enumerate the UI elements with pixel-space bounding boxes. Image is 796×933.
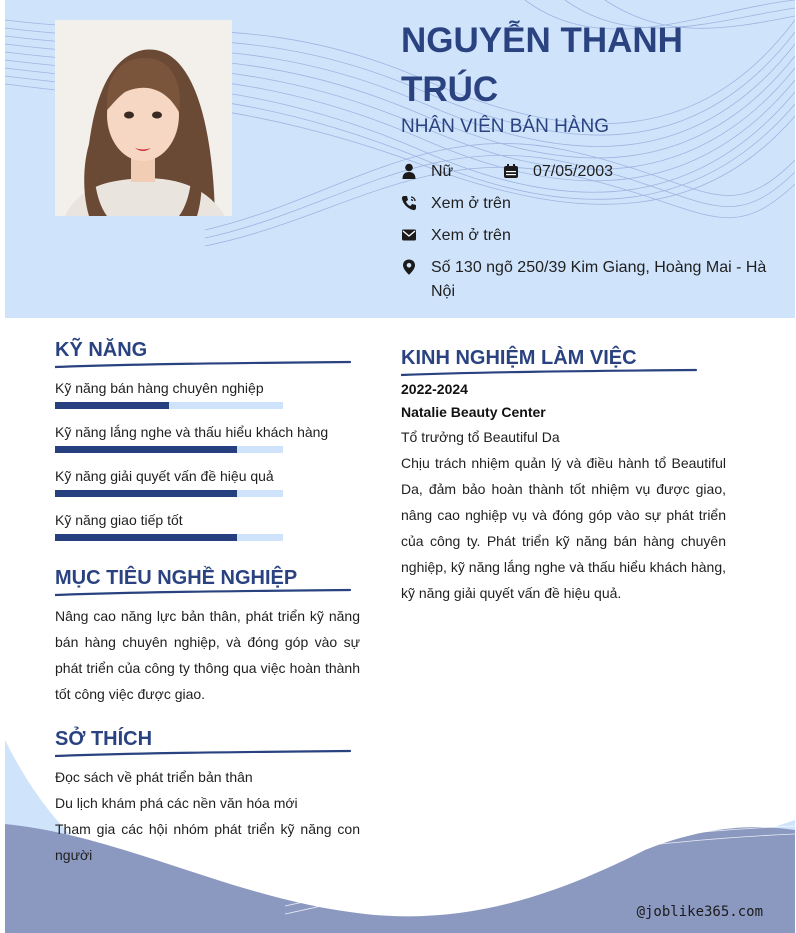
watermark: @joblike365.com [636, 904, 763, 920]
objective-heading-underline [55, 588, 355, 598]
skills-heading: KỸ NĂNG [55, 339, 148, 361]
hobbies-heading: SỞ THÍCH [55, 728, 153, 750]
experience-role: Tổ trưởng tổ Beautiful Da [401, 429, 560, 445]
user-icon [401, 163, 417, 179]
hobby-item: Tham gia các hội nhóm phát triển kỹ năng con người [55, 821, 360, 863]
calendar-icon [503, 163, 519, 179]
skill-level-bar [55, 446, 283, 453]
email-value: Xem ở trên [431, 227, 511, 244]
address-value: Số 130 ngõ 250/39 Kim Giang, Hoàng Mai - Hà Nội [431, 259, 767, 300]
skill-level-bar [55, 490, 283, 497]
skill-level-fill [55, 490, 237, 497]
map-pin-icon [401, 259, 417, 275]
skill-level-fill [55, 534, 237, 541]
phone-value: Xem ở trên [431, 195, 511, 212]
hobby-item: Đọc sách về phát triển bản thân [55, 769, 253, 785]
cv-page [5, 0, 795, 933]
avatar-portrait-icon [55, 20, 232, 216]
skill-label: Kỹ năng bán hàng chuyên nghiệp [55, 380, 264, 396]
experience-heading: KINH NGHIỆM LÀM VIỆC [401, 347, 637, 369]
skill-level-bar [55, 534, 283, 541]
email-row [401, 224, 701, 248]
candidate-name: NGUYỄN THANH TRÚC [401, 21, 683, 109]
phone-icon [401, 195, 417, 211]
skill-label: Kỹ năng giao tiếp tốt [55, 512, 183, 528]
experience-period: 2022-2024 [401, 381, 468, 397]
skill-label: Kỹ năng lắng nghe và thấu hiểu khách hàng [55, 424, 329, 440]
skill-level-bar [55, 402, 283, 409]
birthdate-value: 07/05/2003 [533, 163, 614, 180]
skill-level-fill [55, 402, 169, 409]
experience-heading-underline [401, 368, 701, 378]
gender-value: Nữ [431, 163, 454, 180]
objective-heading: MỤC TIÊU NGHỀ NGHIỆP [55, 567, 298, 589]
job-title: NHÂN VIÊN BÁN HÀNG [401, 116, 609, 137]
experience-company: Natalie Beauty Center [401, 404, 546, 420]
objective-text: Nâng cao năng lực bản thân, phát triển kỹ năng bán hàng chuyên nghiệp, và đóng góp vào sự phát triển của công ty thông qua việc hoàn thành tốt công việc được giao. [55, 608, 360, 702]
skills-heading-underline [55, 360, 355, 370]
address-row [401, 256, 771, 304]
avatar [55, 20, 232, 216]
hobby-item: Du lịch khám phá các nền văn hóa mới [55, 795, 298, 811]
experience-description: Chịu trách nhiệm quản lý và điều hành tổ Beautiful Da, đảm bảo hoàn thành tốt nhiệm vụ được giao, nâng cao nghiệp vụ và đóng góp vào sự phát triển của công ty. Phát triển kỹ năng bán hàng chuyên nghiệp, kỹ năng lắng nghe và thấu hiểu khách hàng, kỹ năng giải quyết vấn đề hiệu quả. [401, 455, 726, 601]
envelope-icon [401, 227, 417, 243]
birthdate-row [503, 160, 663, 184]
skill-level-fill [55, 446, 237, 453]
phone-row [401, 192, 701, 216]
hobbies-heading-underline [55, 749, 355, 759]
skill-label: Kỹ năng giải quyết vấn đề hiệu quả [55, 468, 274, 484]
